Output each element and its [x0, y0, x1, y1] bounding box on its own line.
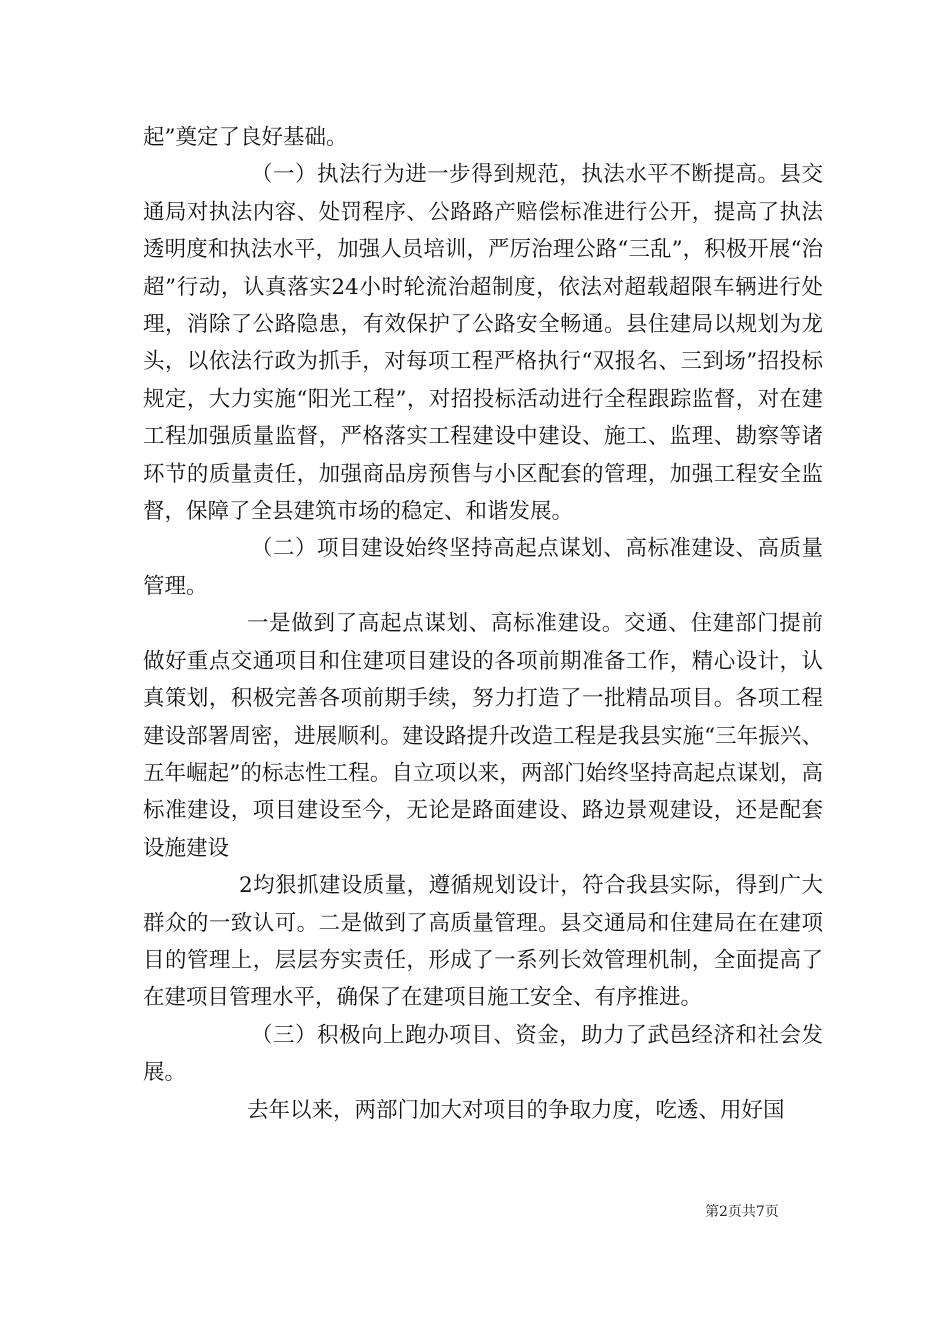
paragraph-3: （二）项目建设始终坚持高起点谋划、高标准建设、高质量管理。 [143, 536, 823, 599]
paragraph-5: 2均狠抓建设质量，遵循规划设计，符合我县实际，得到广大群众的一致认可。二是做到了高质量管理。县交通局和住建局在在建项目的管理上，层层夯实责任，形成了一系列长效管理机制，全面提高了在建项目管理水平，确保了在建项目施工安全、有序推进。 [143, 873, 823, 1011]
paragraph-1: 起”奠定了良好基础。 [143, 125, 348, 150]
paragraph-6: （三）积极向上跑办项目、资金，助力了武邑经济和社会发展。 [143, 1022, 823, 1086]
page-footer: 第2页共7页 [705, 1204, 779, 1220]
document-body [143, 119, 823, 1129]
paragraph-7: 去年以来，两部门加大对项目的争取力度，吃透、用好国 [247, 1097, 785, 1123]
paragraph-4: 一是做到了高起点谋划、高标准建设。交通、住建部门提前做好重点交通项目和住建项目建设的各项前期准备工作，精心设计，认真策划，积极完善各项前期手续，努力打造了一批精品项目。各项工程建设部署周密，进展顺利。建设路提升改造工程是我县实施“三年振兴、五年崛起”的标志性工程。自立项以来，两部门始终坚持高起点谋划，高标准建设，项目建设至今，无论是路面建设、路边景观建设，还是配套设施建设 [143, 611, 823, 861]
paragraph-2: （一）执法行为进一步得到规范，执法水平不断提高。县交通局对执法内容、处罚程序、公路路产赔偿标准进行公开，提高了执法透明度和执法水平，加强人员培训，严厉治理公路“三乱”，积极开展“治超”行动，认真落实24小时轮流治超制度，依法对超载超限车辆进行处理，消除了公路隐患，有效保护了公路安全畅通。县住建局以规划为龙头，以依法行政为抓手，对每项工程严格执行“双报名、三到场”招投标规定，大力实施“阳光工程”，对招投标活动进行全程跟踪监督，对在建工程加强质量监督，严格落实工程建设中建设、施工、监理、勘察等诸环节的质量责任，加强商品房预售与小区配套的管理，加强工程安全监督，保障了全县建筑市场的稳定、和谐发展。 [143, 162, 823, 525]
